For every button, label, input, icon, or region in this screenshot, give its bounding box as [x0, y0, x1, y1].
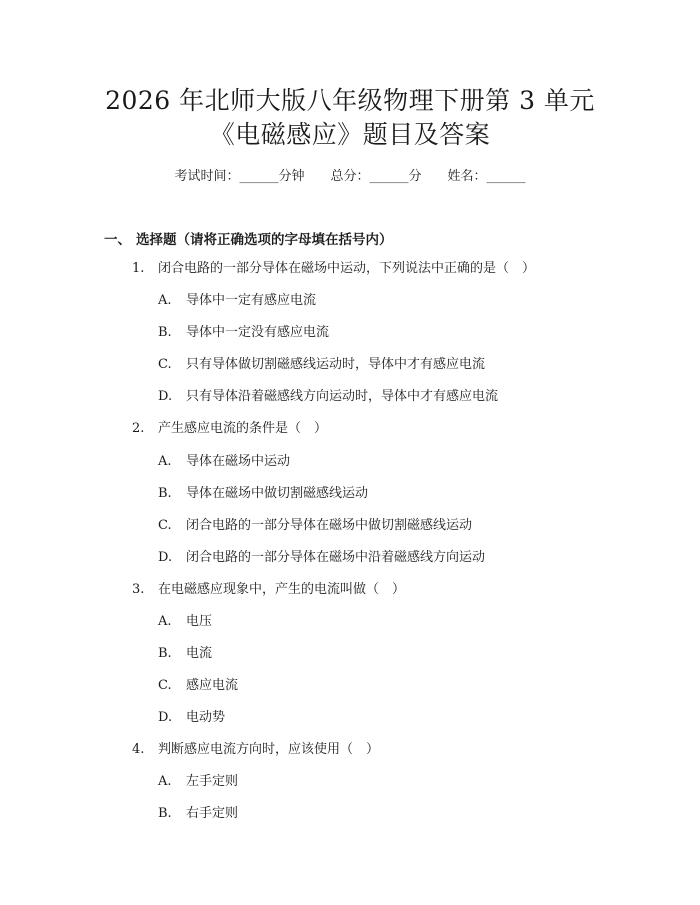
option-text: 导体在磁场中做切割磁感线运动: [186, 486, 369, 501]
question: [132, 419, 327, 439]
question-number: 4.: [132, 742, 145, 757]
option: [158, 291, 316, 311]
option-text: 左手定则: [186, 774, 239, 789]
option-key: C.: [158, 357, 172, 372]
option: [158, 516, 472, 536]
option: [158, 548, 485, 568]
title-line-1: 2026 年北师大版八年级物理下册第 3 单元: [105, 86, 595, 115]
question-text: 在电磁感应现象中，产生的电流叫做（ ）: [158, 582, 406, 597]
section-number: 一、: [104, 232, 131, 248]
option-key: D.: [158, 389, 173, 404]
exam-name: 姓名：______: [447, 169, 526, 184]
option: [158, 676, 238, 696]
option-text: 导体中一定没有感应电流: [186, 325, 330, 340]
option-text: 电压: [186, 614, 213, 629]
question-number: 2.: [132, 421, 145, 436]
question-number: 3.: [132, 582, 145, 597]
option-text: 右手定则: [186, 806, 239, 821]
question: [132, 580, 405, 600]
question: [132, 740, 379, 760]
question-text: 闭合电路的一部分导体在磁场中运动，下列说法中正确的是（ ）: [158, 261, 536, 276]
option-text: 电流: [186, 646, 213, 661]
option-key: D.: [158, 550, 173, 565]
option-text: 感应电流: [186, 678, 239, 693]
option-key: B.: [158, 646, 172, 661]
option: [158, 452, 290, 472]
option-text: 闭合电路的一部分导体在磁场中做切割磁感线运动: [186, 518, 473, 533]
exam-info: [0, 167, 700, 187]
option-key: A.: [158, 293, 172, 308]
option-text: 只有导体沿着磁感线方向运动时，导体中才有感应电流: [186, 389, 499, 404]
option-key: B.: [158, 486, 172, 501]
option-text: 导体中一定有感应电流: [186, 293, 317, 308]
option: [158, 708, 225, 728]
option-text: 电动势: [186, 710, 226, 725]
section-title: 选择题（请将正确选项的字母填在括号内）: [136, 232, 393, 248]
exam-time: 考试时间：______分钟: [174, 169, 305, 184]
option-key: C.: [158, 678, 172, 693]
option-text: 导体在磁场中运动: [186, 454, 291, 469]
option-key: A.: [158, 614, 172, 629]
option-text: 只有导体做切割磁感线运动时，导体中才有感应电流: [186, 357, 486, 372]
option-key: A.: [158, 454, 172, 469]
title-line-2: 《电磁感应》题目及答案: [209, 120, 491, 149]
question-text: 产生感应电流的条件是（ ）: [158, 421, 328, 436]
option-key: A.: [158, 774, 172, 789]
exam-score: 总分：______分: [330, 169, 422, 184]
option: [158, 612, 212, 632]
option: [158, 323, 329, 343]
option: [158, 484, 368, 504]
option-key: B.: [158, 325, 172, 340]
option: [158, 387, 498, 407]
option: [158, 644, 212, 664]
section-heading: [104, 230, 393, 250]
option-text: 闭合电路的一部分导体在磁场中沿着磁感线方向运动: [186, 550, 486, 565]
option: [158, 772, 238, 792]
question: [132, 259, 535, 279]
option-key: B.: [158, 806, 172, 821]
option-key: D.: [158, 710, 173, 725]
question-number: 1.: [132, 261, 145, 276]
option-key: C.: [158, 518, 172, 533]
question-text: 判断感应电流方向时，应该使用（ ）: [158, 742, 380, 757]
option: [158, 355, 485, 375]
option: [158, 804, 238, 824]
